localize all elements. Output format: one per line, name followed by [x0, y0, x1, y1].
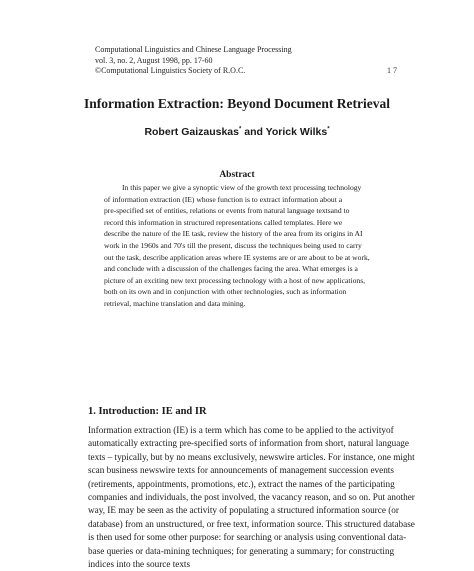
- body-line: texts – typically, but by no means exclusively, newswire articles. For instance, one might: [88, 451, 415, 462]
- abstract-line: both on its own and in conjunction with other technologies, such as information: [104, 287, 347, 297]
- journal-info: [95, 45, 292, 77]
- body-line: base queries or data-mining techniques; for generating a summary; for constructing: [88, 545, 395, 556]
- body-line: is then used for some other purpose: for searching or analysis using conventional data-: [88, 532, 407, 543]
- journal-name: Computational Linguistics and Chinese Language Processing: [95, 45, 292, 54]
- body-line: way, IE may be seen as the activity of populating a structured information source (or: [88, 505, 399, 516]
- body-line: scan business newswire texts for announcements of management succession events: [88, 465, 394, 476]
- abstract-line: picture of an exciting new text processing technology with a host of new applications,: [104, 275, 366, 285]
- body-line: automatically extracting pre-specified sorts of information from short, natural language: [88, 438, 409, 449]
- section-body: [88, 424, 415, 571]
- abstract-line: pre-specified set of entities, relations or events from natural language textsand to: [104, 206, 350, 216]
- abstract-line: work in the 1960s and 70's till the present, discuss the techniques being used to carry: [104, 240, 362, 250]
- author-2: Yorick Wilks: [265, 126, 328, 138]
- abstract-line: record this information in structured representations called templates. Here we: [104, 217, 343, 227]
- paper-title: Information Extraction: Beyond Document Retrieval: [84, 96, 390, 111]
- author-1: Robert Gaizauskas: [144, 126, 239, 138]
- abstract-line: and conclude with a discussion of the challenges facing the area. What emerges is a: [104, 264, 358, 274]
- body-line: companies and individuals, the post involved, the vacancy reason, and so on. Put another: [88, 491, 415, 502]
- abstract-line: retrieval, machine translation and data mining.: [104, 298, 246, 308]
- body-line: Information extraction (IE) is a term which has come to be applied to the activityof: [88, 425, 394, 435]
- journal-volume: vol. 3, no. 2, August 1998, pp. 17-60: [95, 55, 213, 65]
- abstract-body: [104, 182, 382, 310]
- abstract-heading: Abstract: [219, 170, 255, 180]
- author-2-mark: *: [327, 126, 330, 133]
- abstract-line: In this paper we give a synoptic view of the growth text processing technology: [122, 183, 362, 192]
- abstract-line: describe the nature of the IE task, review the history of the area from its origins in AI: [104, 229, 363, 239]
- body-line: (retirements, appointments, promotions, etc.), extract the names of the participating: [88, 478, 395, 489]
- abstract-line: out the task, describe application areas where IE systems are or are about to be at work,: [104, 252, 370, 262]
- section-heading: 1. Introduction: IE and IR: [88, 406, 207, 417]
- body-line: indices into the source texts: [88, 558, 191, 569]
- journal-copyright: ©Computational Linguistics Society of R.O.C.: [95, 66, 246, 75]
- page-number: 1 7: [387, 66, 397, 75]
- abstract-line: of information extraction (IE) whose function is to extract information about a: [104, 194, 343, 204]
- body-line: database) from an unstructured, or free text, information source. This structured database: [88, 518, 415, 529]
- author-1-mark: *: [238, 126, 242, 133]
- paper-authors: [0, 126, 474, 138]
- author-separator: and: [241, 126, 266, 138]
